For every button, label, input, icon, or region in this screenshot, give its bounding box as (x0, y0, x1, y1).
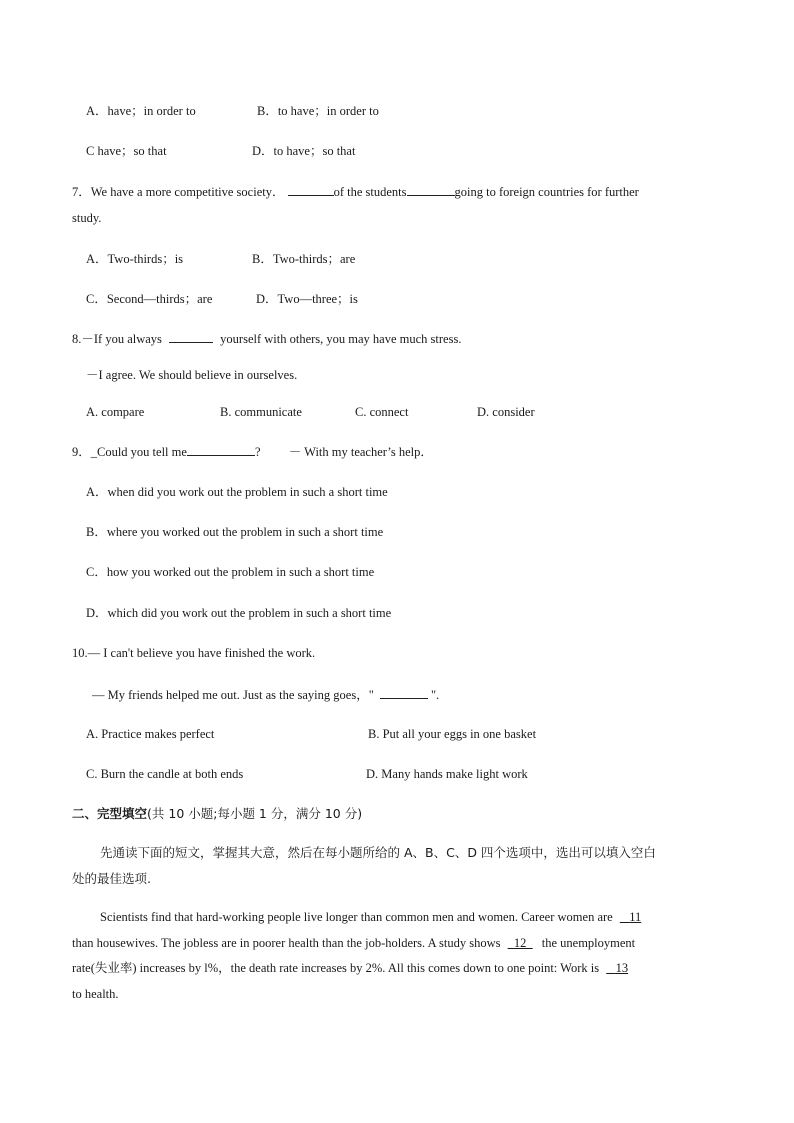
q10-option-d: D. Many hands make light work (366, 767, 528, 781)
section-instruction-line2: 处的最佳选项. (72, 871, 151, 886)
q7-option-a: A．Two-thirds；is (86, 252, 184, 266)
passage-line-4: to health. (72, 987, 119, 1001)
q10-reply-part2: ". (430, 688, 440, 702)
blank-number-11: 11 (629, 910, 642, 924)
passage-line-2 (72, 935, 635, 951)
q7-stem-continued: study. (72, 211, 102, 225)
q10-option-c: C. Burn the candle at both ends (86, 767, 244, 781)
q9-option-d: D．which did you work out the problem in such a short time (86, 606, 392, 620)
passage-blank-13 (606, 961, 628, 975)
blank-number-13: 13 (615, 961, 629, 975)
blank-number-12: 12 (513, 936, 527, 950)
q10-stem: 10.— I can't believe you have finished the work. (72, 646, 316, 660)
q9-blank (187, 443, 255, 456)
q6-option-b: B．to have；in order to (257, 104, 379, 118)
q9-stem (72, 443, 433, 460)
q10-blank (380, 686, 428, 699)
q9-reply: － With my teacher’s help． (288, 445, 433, 459)
q8-option-c: C. connect (355, 405, 409, 419)
q10-reply (92, 686, 439, 703)
q10-option-b: B. Put all your eggs in one basket (368, 727, 537, 741)
q6-option-a: A．have；in order to (86, 104, 196, 118)
q9-option-b: B．where you worked out the problem in such a short time (86, 525, 384, 539)
q7-blank-2 (407, 183, 455, 196)
section-heading (72, 806, 362, 822)
q9-option-a: A．when did you work out the problem in such a short time (86, 485, 388, 499)
q8-option-b: B. communicate (220, 405, 302, 419)
passage-blank-12 (508, 936, 533, 950)
passage-blank-11 (620, 910, 641, 924)
passage-text-2: than housewives. The jobless are in poorer health than the job-holders. A study shows (72, 936, 501, 950)
q9-option-c: C．how you worked out the problem in such a short time (86, 565, 375, 579)
q7-stem (72, 183, 722, 200)
q7-blank-1 (288, 183, 334, 196)
q6-option-c: C have；so that (86, 144, 167, 158)
q8-blank (169, 330, 213, 343)
section-score: (共 10 小题;每小题 1 分，满分 10 分) (147, 806, 363, 821)
q8-stem-part2: yourself with others, you may have much stress. (220, 332, 462, 346)
section-instruction-line1: 先通读下面的短文，掌握其大意，然后在每小题所给的 A、B、C、D 四个选项中，选出可以填入空白 (100, 845, 656, 860)
q8-option-a: A. compare (86, 405, 145, 419)
q7-stem-part1: 7．We have a more competitive society． (72, 185, 285, 199)
passage-text-3: the unemployment (541, 936, 636, 950)
q9-stem-part2: ? (254, 445, 261, 459)
q8-stem-part1: 8.－If you always (72, 332, 162, 346)
section-title: 二、完型填空 (72, 806, 148, 821)
q7-stem-part2: of the students (333, 185, 407, 199)
q7-option-d: D．Two—three；is (256, 292, 358, 306)
passage-line-3 (72, 960, 628, 976)
passage-text-4: rate(失业率) increases by l%，the death rate increases by 2%. All this comes down to one point: Work is (72, 961, 600, 975)
q7-option-b: B．Two-thirds；are (252, 252, 356, 266)
q10-reply-part1: — My friends helped me out. Just as the saying goes，" (92, 688, 374, 702)
q6-option-d: D．to have；so that (252, 144, 356, 158)
q8-stem (72, 330, 461, 347)
q8-option-d: D. consider (477, 405, 535, 419)
passage-text-1: Scientists find that hard-working people live longer than common men and women. Career women are (100, 910, 613, 924)
passage-line-1 (100, 909, 641, 925)
q9-stem-part1: 9．_Could you tell me (72, 445, 187, 459)
q7-stem-part3: going to foreign countries for further (454, 185, 639, 199)
q7-option-c: C．Second—thirds；are (86, 292, 213, 306)
q8-reply: －I agree. We should believe in ourselves. (86, 368, 298, 382)
q10-option-a: A. Practice makes perfect (86, 727, 215, 741)
